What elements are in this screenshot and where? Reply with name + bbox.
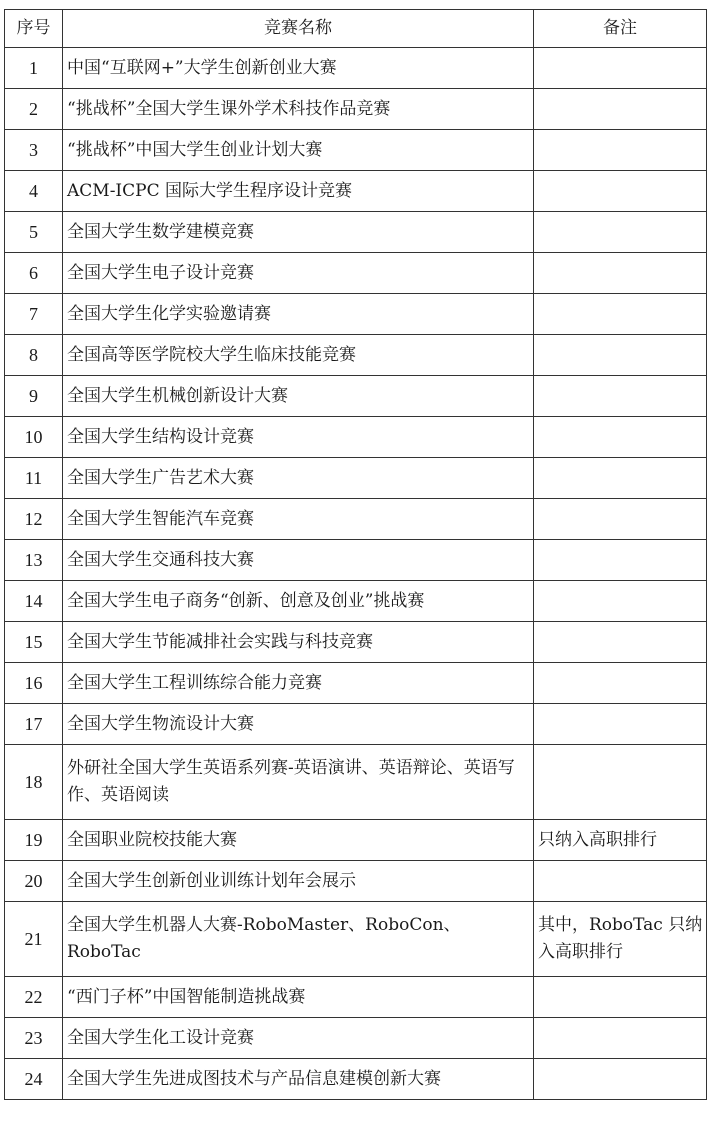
row-index: 2 — [5, 89, 63, 130]
table-row — [5, 253, 707, 294]
row-note — [534, 499, 707, 540]
row-name: 全国大学生交通科技大赛 — [63, 540, 534, 581]
row-note — [534, 130, 707, 171]
table-row — [5, 335, 707, 376]
row-name: 全国大学生先进成图技术与产品信息建模创新大赛 — [63, 1059, 534, 1100]
row-name: 全国大学生机械创新设计大赛 — [63, 376, 534, 417]
row-index: 23 — [5, 1018, 63, 1059]
row-name: 全国大学生数学建模竞赛 — [63, 212, 534, 253]
row-note — [534, 581, 707, 622]
table-row — [5, 820, 707, 861]
header-name: 竞赛名称 — [63, 10, 534, 48]
row-name: “挑战杯”全国大学生课外学术科技作品竞赛 — [63, 89, 534, 130]
row-note — [534, 745, 707, 820]
row-note: 其中，RoboTac 只纳入高职排行 — [534, 902, 707, 977]
table-row — [5, 745, 707, 820]
row-note — [534, 622, 707, 663]
row-index: 6 — [5, 253, 63, 294]
row-note — [534, 212, 707, 253]
row-index: 18 — [5, 745, 63, 820]
row-note — [534, 294, 707, 335]
row-index: 3 — [5, 130, 63, 171]
row-name: 全国高等医学院校大学生临床技能竞赛 — [63, 335, 534, 376]
row-index: 11 — [5, 458, 63, 499]
row-name: 中国“互联网+”大学生创新创业大赛 — [63, 48, 534, 89]
row-note — [534, 1018, 707, 1059]
row-index: 17 — [5, 704, 63, 745]
table-row — [5, 171, 707, 212]
row-index: 12 — [5, 499, 63, 540]
table-row — [5, 458, 707, 499]
competition-table — [4, 9, 707, 1100]
row-name: ACM-ICPC 国际大学生程序设计竞赛 — [63, 171, 534, 212]
table-row — [5, 663, 707, 704]
row-index: 24 — [5, 1059, 63, 1100]
table-row — [5, 417, 707, 458]
row-note: 只纳入高职排行 — [534, 820, 707, 861]
row-index: 15 — [5, 622, 63, 663]
row-index: 21 — [5, 902, 63, 977]
row-note — [534, 861, 707, 902]
table-row — [5, 902, 707, 977]
row-name: 全国大学生电子商务“创新、创意及创业”挑战赛 — [63, 581, 534, 622]
row-index: 16 — [5, 663, 63, 704]
row-note — [534, 1059, 707, 1100]
row-index: 19 — [5, 820, 63, 861]
table-row — [5, 212, 707, 253]
table-row — [5, 1059, 707, 1100]
table-row — [5, 581, 707, 622]
row-index: 8 — [5, 335, 63, 376]
table-header — [5, 10, 707, 48]
row-name: “挑战杯”中国大学生创业计划大赛 — [63, 130, 534, 171]
row-name: 全国大学生化学实验邀请赛 — [63, 294, 534, 335]
row-index: 4 — [5, 171, 63, 212]
table-row — [5, 977, 707, 1018]
row-note — [534, 704, 707, 745]
row-index: 14 — [5, 581, 63, 622]
row-name: 全国大学生电子设计竞赛 — [63, 253, 534, 294]
header-index: 序号 — [5, 10, 63, 48]
row-name: 全国大学生广告艺术大赛 — [63, 458, 534, 499]
row-note — [534, 663, 707, 704]
row-note — [534, 977, 707, 1018]
header-row — [5, 10, 707, 48]
table-body — [5, 48, 707, 1100]
row-note — [534, 89, 707, 130]
row-name: 全国大学生工程训练综合能力竞赛 — [63, 663, 534, 704]
table-row — [5, 130, 707, 171]
row-note — [534, 48, 707, 89]
row-note — [534, 335, 707, 376]
row-index: 1 — [5, 48, 63, 89]
table-row — [5, 376, 707, 417]
row-name: 全国大学生化工设计竞赛 — [63, 1018, 534, 1059]
row-name: 全国职业院校技能大赛 — [63, 820, 534, 861]
row-name: 全国大学生智能汽车竞赛 — [63, 499, 534, 540]
table-row — [5, 294, 707, 335]
table-row — [5, 704, 707, 745]
row-index: 10 — [5, 417, 63, 458]
row-index: 13 — [5, 540, 63, 581]
table-row — [5, 89, 707, 130]
row-note — [534, 417, 707, 458]
table-row — [5, 48, 707, 89]
row-note — [534, 458, 707, 499]
row-name: 全国大学生结构设计竞赛 — [63, 417, 534, 458]
row-name: 全国大学生物流设计大赛 — [63, 704, 534, 745]
table-row — [5, 1018, 707, 1059]
row-name: 全国大学生机器人大赛-RoboMaster、RoboCon、RoboTac — [63, 902, 534, 977]
row-name: “西门子杯”中国智能制造挑战赛 — [63, 977, 534, 1018]
table-row — [5, 499, 707, 540]
row-index: 7 — [5, 294, 63, 335]
row-name: 全国大学生创新创业训练计划年会展示 — [63, 861, 534, 902]
row-index: 20 — [5, 861, 63, 902]
row-note — [534, 540, 707, 581]
row-name: 全国大学生节能减排社会实践与科技竞赛 — [63, 622, 534, 663]
row-note — [534, 376, 707, 417]
header-note: 备注 — [534, 10, 707, 48]
table-row — [5, 861, 707, 902]
row-note — [534, 253, 707, 294]
row-note — [534, 171, 707, 212]
row-name: 外研社全国大学生英语系列赛-英语演讲、英语辩论、英语写作、英语阅读 — [63, 745, 534, 820]
row-index: 22 — [5, 977, 63, 1018]
table-row — [5, 622, 707, 663]
row-index: 5 — [5, 212, 63, 253]
row-index: 9 — [5, 376, 63, 417]
table-row — [5, 540, 707, 581]
